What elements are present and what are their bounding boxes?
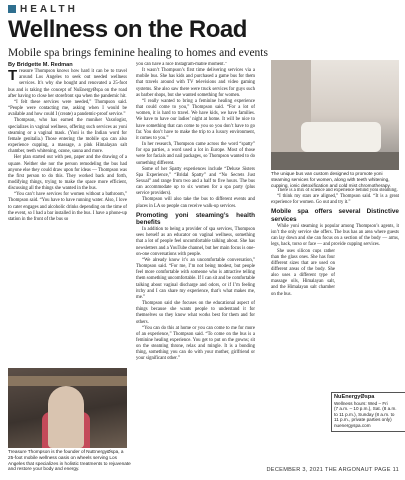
article-column-2 [136, 62, 255, 474]
paragraph: Thompson, who has earned the moniker Vaxologist, specializes in vaginal wellness, offering such services as yoni steaming or a vaginal mask. (Yoni is the Indian word for female genitalia.) Those entering the mobile spa can also experience cupping, a massage, a pink Himalayan salt chamber, teeth whitening, ozone, sauna and more. [8, 118, 127, 155]
paragraph: While yoni steaming is popular among Thompson’s agents, it isn’t the only service she offers. The bus has an area where guests can lay down and she can focus on a section of the body — arms, legs, back, torso or face — and provide cupping services. [271, 223, 399, 248]
subheading: Promoting yoni steaming’s health benefits [136, 211, 255, 226]
paragraph: you can have a nice Instagram-mable moment.” [136, 62, 227, 67]
paragraph: “I think my stars are aligned,” Thompson said. “It is a great experience for women. Go out and try it.” [271, 194, 399, 206]
founder-photo [8, 368, 127, 448]
info-box-title: NuEnergyØspa [334, 394, 375, 400]
section-label: HEALTH [20, 4, 78, 15]
paragraph: In her research, Thompson came across the word “spatty” for spa parties, a word used a lot in Europe. Most of those were for facials and nail packages, so Thompson wanted to do something different. [136, 142, 255, 166]
paragraph: “You can’t have services for women without a bathroom,” Thompson said. “You have to have running water. Also, I love to cater engages and alcoholic drinks depending on the time of the event, so I had a bar installed in the bus. I have a phone-up station in the front of the bus so [8, 192, 127, 222]
drop-cap: T [8, 67, 18, 85]
info-line: 11 p.m., private parties only) [334, 417, 392, 423]
paragraph: She uses silicon cups rather than the glass ones. She has four different sizes that are used on different areas of the body. She also uses a different type of massage oils, Himalayan salt, and the Himalayan salt chamber on the bus. [271, 248, 335, 297]
bus-interior-photo [271, 60, 399, 170]
paragraph: “I felt these services were needed,” Thompson said. “People were contacting me, asking when I would be available and how could I (create) a pandemic-proof service.” [8, 99, 127, 118]
paragraph: “I really wanted to bring a feminine healing experience that could come to you,” Thompson said. “For a lot of women, it is hard to travel. We have kids, we have families. We have to have our ladies’ night at home. It will be nice to have something that can come to you so you don’t have to go far. You don’t have to make the trip to a luxury environment, it comes to you.” [136, 98, 255, 141]
paragraph: There is a mix of science and experience behind yoni steaming. [277, 188, 398, 193]
paragraph: Some of her Spatty experiences include “Deluxe Sisters Spa Experience,” “Bridal Spatty” and “No Secrets Just Sexual” and range from two and a half to five hours. The bus can accommodate up to six women for a spa party (plus service providers). [136, 166, 255, 197]
info-line: (7 a.m. – 10 p.m.), Sat. (8 a.m. [334, 406, 397, 412]
paragraph: Thompson will also take the bus to different events and places in LA so people can receive walk-up services. [136, 197, 255, 209]
info-website: nuenergyspa.com [334, 422, 371, 428]
section-header [8, 4, 78, 15]
section-marker-icon [8, 5, 16, 13]
photo-caption: The unique bus van custom designed to promote yoni steaming services for women, along with teeth whitening, cupping, ionic detoxification and cold mist chromotherapy. [271, 171, 391, 188]
byline: By Bridgette M. Redman [8, 62, 73, 68]
lead-text: reasure Thompson knows how hard it can be to travel around Los Angeles to seek out needed wellness services. It's why she bought and renovated a 25-foot bus and is taking the concept of NuEnergyØspa on the road after having to close her storefront spa when the pandemic hit. [8, 69, 127, 99]
info-box [331, 392, 405, 432]
page-footer: DECEMBER 3, 2021 THE ARGONAUT PAGE 11 [266, 467, 399, 473]
paragraph: “You can do this at home or you can come to me for more of an experience,” Thompson said. “To come on the bus is a feminine healing experience. You get to put on the gowns; sit on the steaming throne, relax and mingle. It is a bonding thing, something you can do with your mother, girlfriend or your significant other.” [136, 325, 255, 362]
subhead: Mobile spa brings feminine healing to homes and events [8, 47, 268, 59]
subheading: Mobile spa offers several Distinctive services [271, 208, 399, 223]
paragraph: Thompson said she focuses on the educational aspect of things because she wants people to understand it for themselves so they know what works best for them and for others. [136, 301, 255, 325]
paragraph: Her plan started out with pen, paper and the drawing of a square. Neither she nor the person remodeling the bus had anyone else they could draw upon for ideas — Thompson was the first person to do this. They worked back and forth, modifying things, trying to make the space more efficient, discussing all the things she wanted in the bus. [8, 155, 127, 192]
info-line: to 11 p.m.), Sunday (8 a.m. to [334, 411, 395, 417]
lead-paragraph [8, 69, 127, 100]
paragraph: “We already know it’s an uncomfortable conversation,” Thompson said. “For me, I’m not being modest, but people feel more comfortable with someone who is attractive telling them something uncomfortable. If I can sit and be comfortable talking about vaginal discharge and odors, or if I’m feeling itchy and I can share my experience, that’s what makes me, me.” [136, 257, 255, 300]
photo-caption: Treasure Thompson is the founder of NuEnergyØspa, a 25-foot mobile wellness oasis on wheels serving Los Angeles that specializes in holistic treatments to rejuvenate and restore your body and energy. [8, 449, 131, 472]
info-line: Wellness hours: Wed – Fri [334, 400, 388, 406]
paragraph: In addition to being a provider of spa services, Thompson sees herself as an educator on vaginal wellness, something that a lot of people feel uncomfortable talking about. She has newsletters and a YouTube channel, but her main focus is one-on-one conversations with people. [136, 227, 255, 257]
headline: Wellness on the Road [8, 16, 247, 43]
paragraph: It wasn’t Thompson’s first time delivering services via a mobile bus. She has kids and purchased a game bus for them that travels around with TV televisions and video gaming systems. She also saw there were truck services for guys such as barber shops, but she wanted something for women. [136, 68, 255, 98]
article-column-1 [8, 62, 127, 364]
